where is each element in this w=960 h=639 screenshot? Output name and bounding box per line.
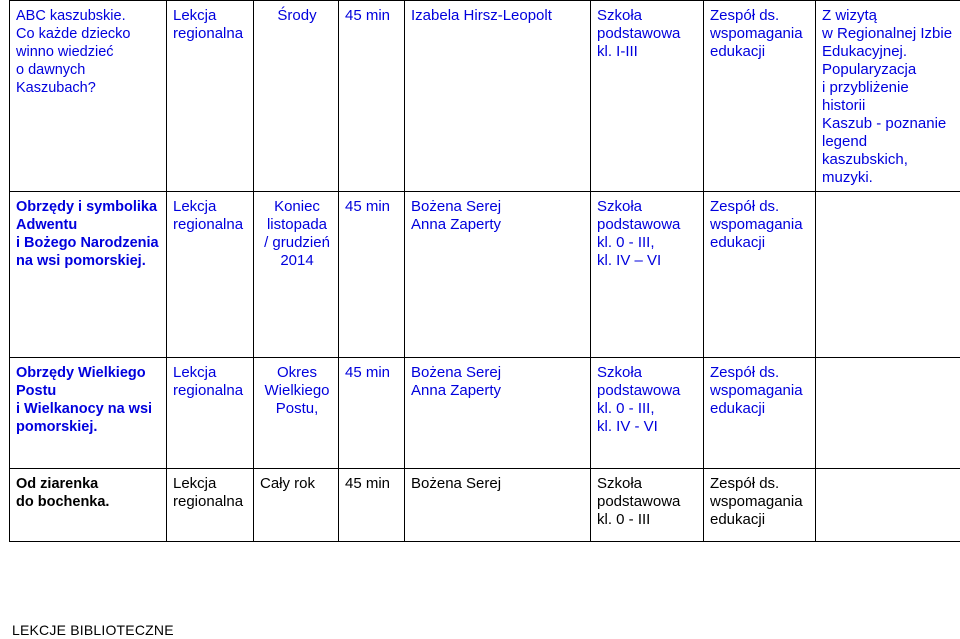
team-cell: Zespół ds. wspomagania edukacji (704, 358, 816, 469)
school-cell: Szkoła podstawowa kl. 0 - III, kl. IV – VI (591, 192, 704, 358)
form-cell: Lekcja regionalna (167, 1, 254, 192)
duration-cell: 45 min (339, 358, 405, 469)
date-cell: Koniec listopada / grudzień 2014 (254, 192, 339, 358)
teacher-cell: Bożena Serej Anna Zaperty (405, 358, 591, 469)
teacher-cell: Izabela Hirsz-Leopolt (405, 1, 591, 192)
topic-cell: Od ziarenka do bochenka. (10, 469, 167, 542)
table-row (10, 469, 960, 542)
table-row (10, 358, 960, 469)
notes-cell (816, 358, 960, 469)
date-cell: Cały rok (254, 469, 339, 542)
duration-cell: 45 min (339, 1, 405, 192)
duration-cell: 45 min (339, 192, 405, 358)
form-cell: Lekcja regionalna (167, 192, 254, 358)
date-cell: Okres Wielkiego Postu, (254, 358, 339, 469)
date-cell: Środy (254, 1, 339, 192)
topic-cell: Obrzędy Wielkiego Postu i Wielkanocy na wsi pomorskiej. (10, 358, 167, 469)
topic-cell: ABC kaszubskie. Co każde dziecko winno wiedzieć o dawnych Kaszubach? (10, 1, 167, 192)
duration-cell: 45 min (339, 469, 405, 542)
notes-cell (816, 469, 960, 542)
topic-cell: Obrzędy i symbolika Adwentu i Bożego Narodzenia na wsi pomorskiej. (10, 192, 167, 358)
team-cell: Zespół ds. wspomagania edukacji (704, 469, 816, 542)
form-cell: Lekcja regionalna (167, 358, 254, 469)
team-cell: Zespół ds. wspomagania edukacji (704, 1, 816, 192)
notes-cell (816, 192, 960, 358)
section-heading: LEKCJE BIBLIOTECZNE (12, 622, 174, 638)
team-cell: Zespół ds. wspomagania edukacji (704, 192, 816, 358)
form-cell: Lekcja regionalna (167, 469, 254, 542)
lessons-table (9, 0, 960, 542)
teacher-cell: Bożena Serej Anna Zaperty (405, 192, 591, 358)
school-cell: Szkoła podstawowa kl. I-III (591, 1, 704, 192)
table-row (10, 192, 960, 358)
table-row (10, 1, 960, 192)
school-cell: Szkoła podstawowa kl. 0 - III, kl. IV - VI (591, 358, 704, 469)
teacher-cell: Bożena Serej (405, 469, 591, 542)
notes-cell: Z wizytą w Regionalnej Izbie Edukacyjnej. Popularyzacja i przybliżenie historii Kaszub - poznanie legend kaszubskich, muzyki. (816, 1, 960, 192)
school-cell: Szkoła podstawowa kl. 0 - III (591, 469, 704, 542)
